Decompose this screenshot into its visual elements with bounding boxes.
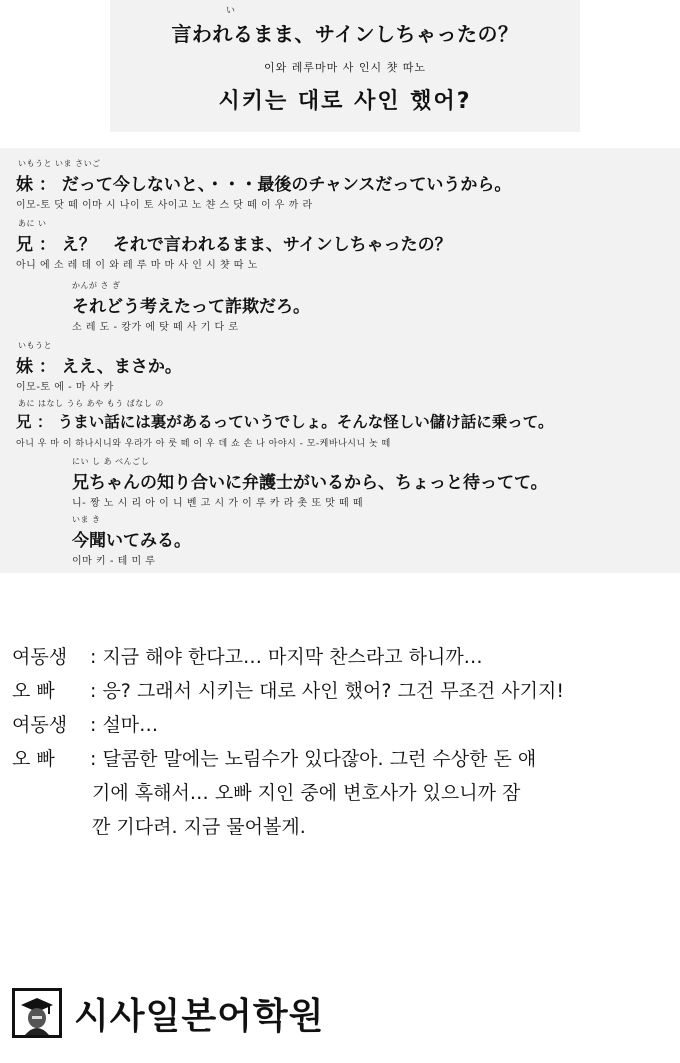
dialogue-reading: 이마 키 - 테 미 루 — [72, 556, 156, 567]
dialogue-ruby: あに い — [18, 219, 47, 228]
dialogue-ruby: あに はなし うら あや もう ばなし の — [18, 399, 164, 408]
translation-text: 설마… — [102, 714, 159, 736]
dialogue-reading: 아니 에 소 레 데 이 와 레 루 마 마 사 인 시 챳 따 노 — [16, 260, 258, 271]
speaker-label: 여동생 — [12, 646, 68, 668]
speaker-separator: : — [90, 646, 97, 668]
dialogue-line: 妹 ： ええ、まさか。 — [16, 357, 182, 377]
translation-row — [12, 742, 672, 776]
title-korean-reading: 이와 레루마마 사 인시 챳 따노 — [264, 61, 426, 74]
translation-text: 기에 혹해서… 오빠 지인 중에 변호사가 있으니까 잠 — [92, 782, 521, 804]
dialogue-reading: 이모-토 에 - 마 사 카 — [16, 382, 114, 393]
dialogue-ruby: いもうと — [18, 341, 52, 350]
dialogue-line: 妹 ： だって今しないと、・・・最後のチャンスだっていうから。 — [16, 175, 512, 195]
dialogue-ruby: いもうと いま さいご — [18, 159, 101, 168]
speaker-label: 오 빠 — [12, 748, 55, 770]
title-ruby: い — [226, 6, 236, 16]
title-japanese: 言われるまま、サインしちゃったの？ — [171, 22, 519, 46]
translation-text: 깐 기다려. 지금 물어볼게. — [92, 816, 306, 838]
dialogue-line: 兄 ： え？ それで言われるまま、サインしちゃったの？ — [16, 235, 452, 255]
dialogue-line: 兄 ： うまい話には裏があるっていうでしょ。そんな怪しい儲け話に乗って。 — [16, 413, 554, 431]
dialogue-line: 今聞いてみる。 — [72, 531, 191, 551]
title-korean: 시키는 대로 사인 했어? — [218, 89, 472, 114]
dialogue-ruby: いま き — [72, 515, 101, 524]
translation-text: 지금 해야 한다고… 마지막 찬스라고 하니까… — [102, 646, 483, 668]
speaker-separator: : — [90, 748, 97, 770]
translation-block — [12, 640, 672, 844]
translation-text: 달콤한 말에는 노림수가 있다잖아. 그런 수상한 돈 얘 — [102, 748, 537, 770]
translation-row — [12, 674, 672, 708]
dialogue-ruby: にい し あ べんごし — [72, 457, 150, 466]
dialogue-reading: 니- 짱 노 시 리 아 이 니 벤 고 시 가 이 루 카 라 촛 또 맛 떼 떼 — [72, 498, 364, 509]
speaker-separator: : — [90, 680, 97, 702]
dialogue-line: それどう考えたって詐欺だろ。 — [72, 297, 310, 317]
speaker-label: 오 빠 — [12, 680, 55, 702]
dialogue-reading: 아니 우 마 이 하나시니와 우라가 아 룻 떼 이 우 데 쇼 손 나 아야시 - 모-케바나시니 놋 떼 — [16, 439, 391, 449]
dialogue-line: 兄ちゃんの知り合いに弁護士がいるから、ちょっと待ってて。 — [72, 473, 548, 493]
translation-row-continued — [12, 810, 672, 844]
translation-row — [12, 640, 672, 674]
dialogue-ruby: かんが さ ぎ — [72, 281, 121, 290]
title-block — [110, 0, 580, 132]
translation-text: 응? 그래서 시키는 대로 사인 했어? 그건 무조건 사기지! — [102, 680, 564, 702]
speaker-label: 여동생 — [12, 714, 68, 736]
dialogue-reading: 이모-토 닷 떼 이마 시 나이 토 사이고 노 챤 스 닷 떼 이 우 까 라 — [16, 200, 313, 211]
speaker-separator: : — [90, 714, 97, 736]
dialogue-reading: 소 레 도 - 캉가 에 탓 떼 사 기 다 로 — [72, 322, 239, 333]
academy-logo — [12, 985, 324, 1041]
graduation-scholar-icon — [12, 988, 62, 1038]
translation-row — [12, 708, 672, 742]
translation-row-continued — [12, 776, 672, 810]
dialogue-block — [0, 148, 680, 573]
logo-text: 시사일본어학원 — [74, 995, 325, 1037]
